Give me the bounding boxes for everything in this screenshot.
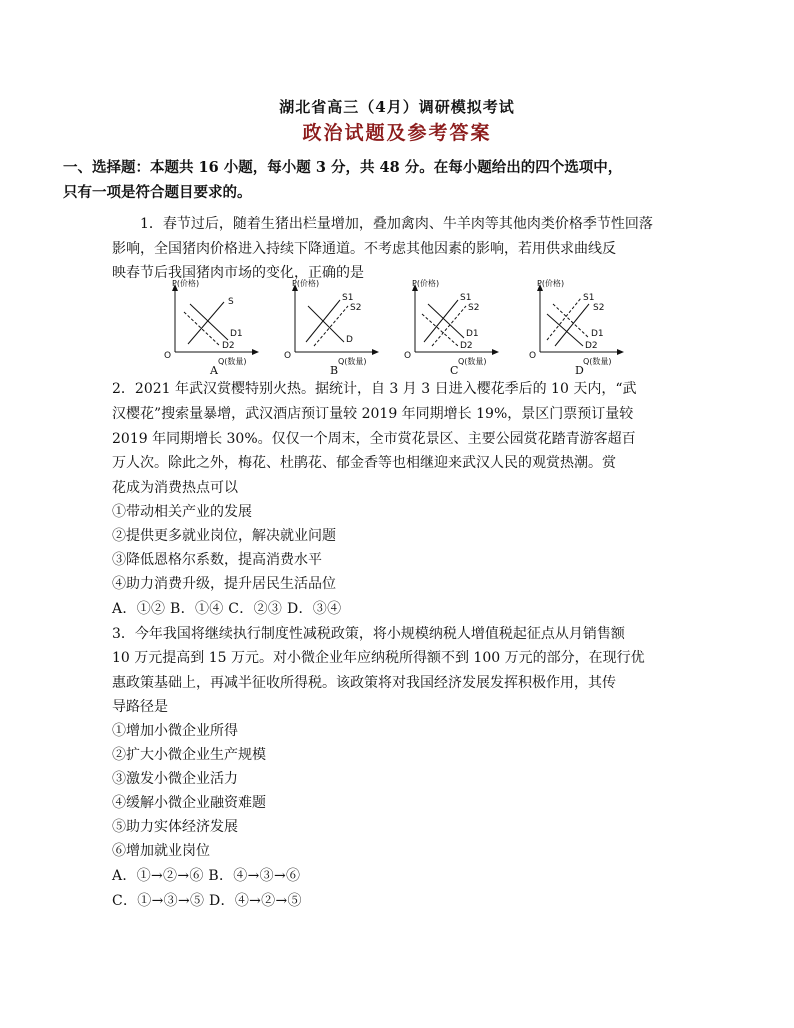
graph-a-origin: O — [164, 351, 172, 361]
graph-d-x-label: Q(数量) — [583, 357, 612, 366]
graph-c-svg — [400, 279, 510, 377]
graph-b-svg — [280, 279, 390, 377]
q2-item-2: ②提供更多就业岗位，解决就业问题 — [112, 528, 336, 544]
graph-c-d2-label: D2 — [460, 341, 473, 351]
graph-d-origin: O — [529, 351, 537, 361]
graph-c-d1-label: D1 — [466, 329, 479, 339]
graph-b-s2-label: S2 — [350, 303, 362, 313]
q3-options-row-2: C．①→③→⑤ D．④→②→⑤ — [112, 893, 302, 909]
q2-item-4: ④助力消费升级，提升居民生活品位 — [112, 576, 336, 592]
graph-d-s1-label: S1 — [583, 293, 595, 303]
q1-graphs — [150, 279, 640, 377]
graph-d-letter: D — [575, 364, 584, 377]
q2-text-line-4: 万人次。除此之外，梅花、杜鹃花、郁金香等也相继迎来武汉人民的观赏热潮。赏 — [112, 455, 616, 471]
graph-b — [280, 279, 390, 377]
graph-b-s1-label: S1 — [342, 293, 354, 303]
graph-d-svg — [525, 279, 635, 377]
graph-d — [525, 279, 635, 377]
q3-text-line-3: 惠政策基础上，再减半征收所得税。该政策将对我国经济发展发挥积极作用，其传 — [112, 675, 616, 691]
q1-text-line-3: 映春节后我国猪肉市场的变化，正确的是 — [112, 265, 364, 281]
exam-subtitle: 政治试题及参考答案 — [302, 122, 492, 144]
graph-a-s-label: S — [228, 297, 234, 307]
graph-c-letter: C — [450, 364, 459, 377]
graph-c-y-label: P(价格) — [412, 279, 440, 288]
graph-a-d2-label: D2 — [222, 341, 235, 351]
graph-a-d1-label: D1 — [230, 329, 243, 339]
q2-text-line-3: 2019 年同期增长 30%。仅仅一个周末，全市赏花景区、主要公园赏花踏青游客超百 — [112, 431, 636, 447]
q3-item-6: ⑥增加就业岗位 — [112, 843, 210, 859]
q1-text-line-2: 影响，全国猪肉价格进入持续下降通道。不考虑其他因素的影响，若用供求曲线反 — [112, 241, 616, 257]
graph-c — [400, 279, 510, 377]
graph-a-svg — [160, 279, 270, 377]
graph-d-y-label: P(价格) — [537, 279, 565, 288]
graph-b-letter: B — [330, 364, 339, 377]
graph-d-d2-label: D2 — [585, 341, 598, 351]
q2-text-line-2: 汉樱花”搜索量暴增，武汉酒店预订量较 2019 年同期增长 19%，景区门票预订量较 — [112, 406, 634, 422]
q3-item-2: ②扩大小微企业生产规模 — [112, 747, 266, 763]
q2-item-3: ③降低恩格尔系数，提高消费水平 — [112, 552, 322, 568]
section-instruction-line-1: 一、选择题：本题共 16 小题，每小题 3 分，共 48 分。在每小题给出的四个选项中， — [63, 159, 623, 176]
q2-options: A．①② B．①④ C．②③ D．③④ — [112, 601, 342, 617]
graph-a-y-label: P(价格) — [172, 279, 200, 288]
q3-text-line-4: 导路径是 — [112, 699, 168, 715]
graph-a — [160, 279, 270, 377]
graph-d-s2-label: S2 — [593, 303, 605, 313]
graph-c-s2-label: S2 — [468, 303, 480, 313]
q2-text-line-1: 2．2021 年武汉赏樱特别火热。据统计，自 3 月 3 日进入樱花季后的 10 天内，“武 — [112, 381, 637, 397]
graph-b-origin: O — [284, 351, 292, 361]
q3-item-3: ③激发小微企业活力 — [112, 771, 238, 787]
graph-c-s1-label: S1 — [460, 293, 472, 303]
graph-b-x-label: Q(数量) — [338, 357, 367, 366]
graph-c-origin: O — [404, 351, 412, 361]
q2-item-1: ①带动相关产业的发展 — [112, 504, 252, 520]
graph-a-letter: A — [210, 364, 218, 377]
graph-a-x-label: Q(数量) — [218, 357, 247, 366]
graph-d-d1-label: D1 — [591, 329, 604, 339]
q3-options-row-1: A．①→②→⑥ B．④→③→⑥ — [112, 868, 301, 884]
q3-text-line-1: 3．今年我国将继续执行制度性减税政策，将小规模纳税人增值税起征点从月销售额 — [112, 626, 625, 642]
q3-item-4: ④缓解小微企业融资难题 — [112, 795, 266, 811]
q3-text-line-2: 10 万元提高到 15 万元。对小微企业年应纳税所得额不到 100 万元的部分，在现行优 — [112, 650, 645, 666]
q2-text-line-5: 花成为消费热点可以 — [112, 480, 238, 496]
exam-title: 湖北省高三（4月）调研模拟考试 — [279, 98, 515, 116]
graph-c-x-label: Q(数量) — [458, 357, 487, 366]
graph-b-d-label: D — [346, 335, 353, 345]
q3-item-1: ①增加小微企业所得 — [112, 723, 238, 739]
q3-item-5: ⑤助力实体经济发展 — [112, 819, 238, 835]
graph-b-y-label: P(价格) — [292, 279, 320, 288]
section-instruction-line-2: 只有一项是符合题目要求的。 — [63, 184, 252, 201]
q1-text-line-1: 1．春节过后，随着生猪出栏量增加，叠加禽肉、牛羊肉等其他肉类价格季节性回落 — [140, 216, 653, 232]
